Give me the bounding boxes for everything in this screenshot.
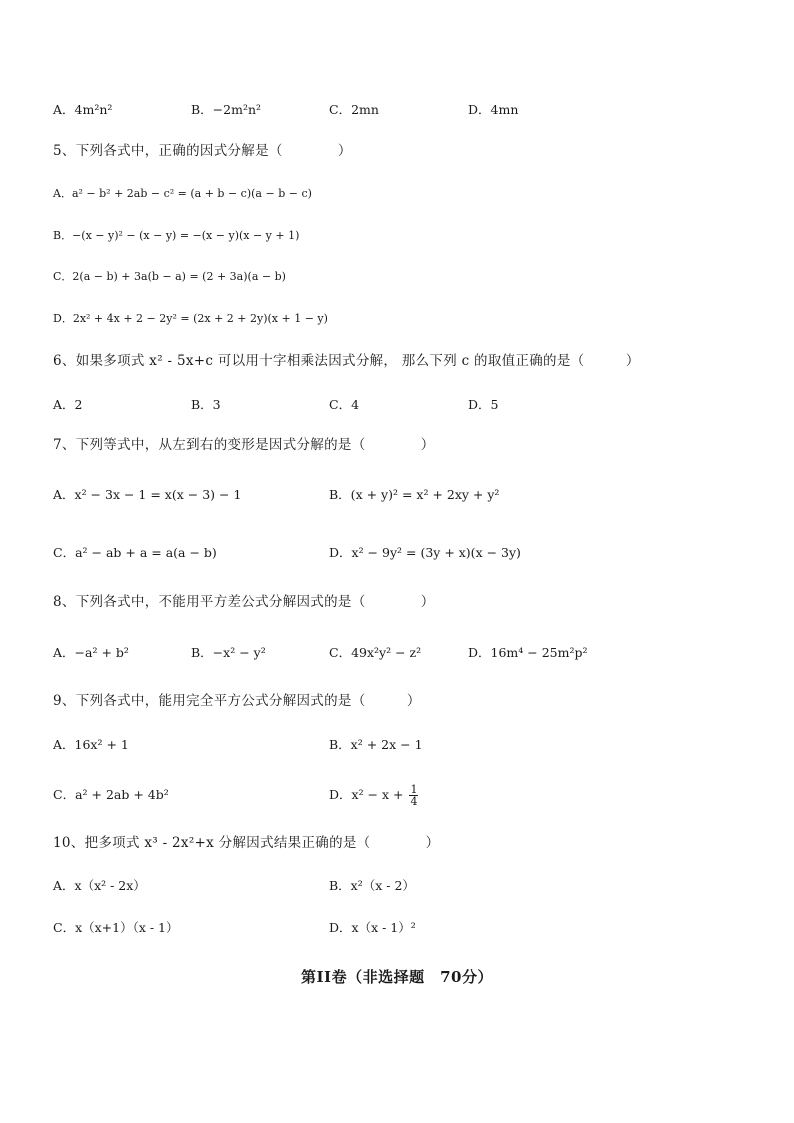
- q7-option-b: B．(x + y)² = x² + 2xy + y²: [329, 487, 500, 502]
- q4-option-c: C．2mn: [329, 102, 379, 117]
- section-title: 第II卷（非选择题 70分）: [301, 968, 493, 986]
- q6-option-b: B．3: [191, 397, 221, 412]
- q8-option-b: B．−x² − y²: [191, 645, 266, 660]
- q4-option-a: A．4m²n²: [53, 102, 113, 117]
- q5-option-d: D．2x² + 4x + 2 − 2y² = (2x + 2 + 2y)(x + 1 − y): [53, 312, 328, 325]
- q10-option-c: C．x（x+1）（x - 1）: [53, 920, 179, 935]
- q6-option-d: D．5: [468, 397, 499, 412]
- q7-option-c: C．a² − ab + a = a(a − b): [53, 545, 217, 560]
- q9-option-d-fraction: [409, 784, 418, 807]
- q8-option-a: A．−a² + b²: [53, 645, 129, 660]
- q6-stem: 6、如果多项式 x² - 5x+c 可以用十字相乘法因式分解， 那么下列 c 的取值正确的是（ ）: [53, 353, 640, 369]
- q8-stem: 8、下列各式中，不能用平方差公式分解因式的是（ ）: [53, 594, 435, 610]
- q4-option-d: D．4mn: [468, 102, 519, 117]
- q5-option-a: A．a² − b² + 2ab − c² = (a + b − c)(a − b − c): [53, 187, 312, 200]
- q8-option-d: D．16m⁴ − 25m²p²: [468, 645, 588, 660]
- fraction-denominator: 4: [410, 795, 418, 808]
- q7-stem: 7、下列等式中，从左到右的变形是因式分解的是（ ）: [53, 437, 435, 453]
- q9-option-d: [329, 778, 418, 812]
- q5-option-b: B．−(x − y)² − (x − y) = −(x − y)(x − y + 1): [53, 229, 300, 242]
- q6-option-a: A．2: [53, 397, 83, 412]
- q6-option-c: C．4: [329, 397, 360, 412]
- q9-option-a: A．16x² + 1: [53, 737, 129, 752]
- q9-option-d-text: D．x² − x +: [329, 787, 404, 802]
- q10-option-d: D．x（x - 1）²: [329, 920, 416, 935]
- q7-option-d: D．x² − 9y² = (3y + x)(x − 3y): [329, 545, 521, 560]
- q9-option-c: C．a² + 2ab + 4b²: [53, 787, 169, 802]
- q10-option-a: A．x（x² - 2x）: [53, 878, 146, 893]
- q10-option-b: B．x²（x - 2）: [329, 878, 415, 893]
- q5-stem: 5、下列各式中，正确的因式分解是（ ）: [53, 143, 352, 159]
- q5-option-c: C．2(a − b) + 3a(b − a) = (2 + 3a)(a − b): [53, 270, 286, 283]
- q4-option-b: B．−2m²n²: [191, 102, 262, 117]
- q10-stem: 10、把多项式 x³ - 2x²+x 分解因式结果正确的是（ ）: [53, 835, 440, 851]
- q9-option-b: B．x² + 2x − 1: [329, 737, 423, 752]
- q7-option-a: A．x² − 3x − 1 = x(x − 3) − 1: [53, 487, 242, 502]
- fraction-numerator: 1: [410, 783, 418, 796]
- q8-option-c: C．49x²y² − z²: [329, 645, 422, 660]
- q9-stem: 9、下列各式中，能用完全平方公式分解因式的是（ ）: [53, 693, 421, 709]
